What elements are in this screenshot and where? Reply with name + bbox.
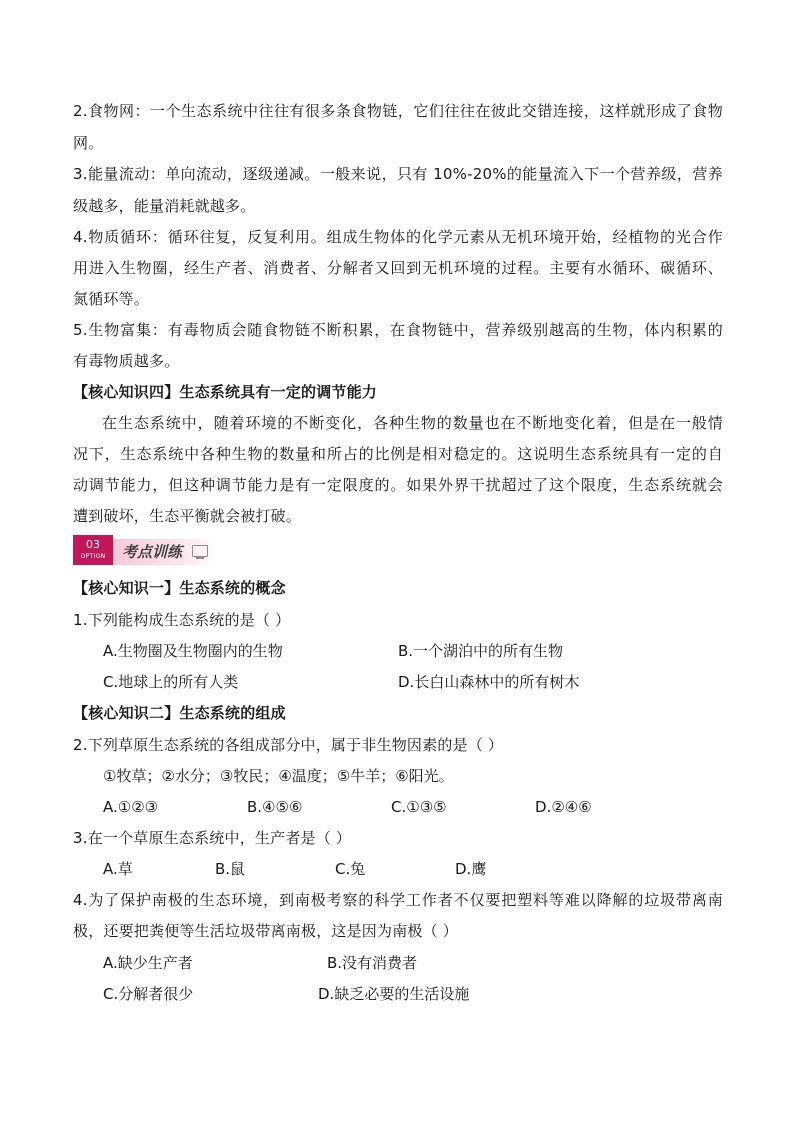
heading-core-knowledge-2: 【核心知识二】生态系统的组成 xyxy=(73,704,286,722)
question-3-option-a[interactable]: A.草 xyxy=(103,860,133,878)
question-3: 3.在一个草原生态系统中，生产者是（ ） xyxy=(73,829,352,847)
question-4-option-c[interactable]: C.分解者很少 xyxy=(103,985,194,1003)
question-4-line1: 4.为了保护南极的生态环境，到南极考察的科学工作者不仅要把塑料等难以降解的垃圾带离南 xyxy=(73,891,723,909)
question-1-option-c[interactable]: C.地球上的所有人类 xyxy=(103,673,239,691)
question-2-option-a[interactable]: A.①②③ xyxy=(103,798,159,816)
question-2-option-d[interactable]: D.②④⑥ xyxy=(535,798,592,816)
paragraph-food-web-line1: 2.食物网：一个生态系统中往往有很多条食物链，它们往往在彼此交错连接，这样就形成了食物 xyxy=(73,102,723,120)
question-3-option-d[interactable]: D.鹰 xyxy=(455,860,487,878)
question-1: 1.下列能构成生态系统的是（ ） xyxy=(73,611,291,629)
heading-core-knowledge-1: 【核心知识一】生态系统的概念 xyxy=(73,579,286,597)
question-2-option-c[interactable]: C.①③⑤ xyxy=(391,798,447,816)
question-4-option-b[interactable]: B.没有消费者 xyxy=(327,954,418,972)
question-3-option-c[interactable]: C.兔 xyxy=(335,860,366,878)
section-banner-exam-practice xyxy=(73,535,223,569)
paragraph-regulation-line2: 况下，生态系统中各种生物的数量和所占的比例是相对稳定的。这说明生态系统具有一定的自 xyxy=(73,445,723,463)
question-1-option-d[interactable]: D.长白山森林中的所有树木 xyxy=(398,673,580,691)
question-3-option-b[interactable]: B.鼠 xyxy=(215,860,246,878)
question-4-option-d[interactable]: D.缺乏必要的生活设施 xyxy=(318,985,470,1003)
question-4-line2: 极，还要把粪便等生活垃圾带离南极，这是因为南极（ ） xyxy=(73,922,458,940)
question-2: 2.下列草原生态系统的各组成部分中，属于非生物因素的是（ ） xyxy=(73,736,504,754)
paragraph-material-cycle-line3: 氮循环等。 xyxy=(73,290,150,308)
monitor-icon xyxy=(192,545,208,557)
banner-sub: OPTION xyxy=(80,553,106,560)
question-1-option-b[interactable]: B.一个湖泊中的所有生物 xyxy=(398,642,564,660)
paragraph-bioaccumulation-line2: 有毒物质越多。 xyxy=(73,352,180,370)
banner-number: 03 xyxy=(86,538,100,551)
paragraph-material-cycle-line1: 4.物质循环：循环往复，反复利用。组成生物体的化学元素从无机环境开始，经植物的光合作 xyxy=(73,228,723,246)
question-4-option-a[interactable]: A.缺少生产者 xyxy=(103,954,193,972)
paragraph-material-cycle-line2: 用进入生物圈，经生产者、消费者、分解者又回到无机环境的过程。主要有水循环、碳循环、 xyxy=(73,259,723,277)
question-1-option-a[interactable]: A.生物圈及生物圈内的生物 xyxy=(103,642,283,660)
paragraph-regulation-line3: 动调节能力，但这种调节能力是有一定限度的。如果外界干扰超过了这个限度，生态系统就会 xyxy=(73,476,723,494)
banner-number-badge xyxy=(73,535,113,565)
paragraph-bioaccumulation-line1: 5.生物富集：有毒物质会随食物链不断积累，在食物链中，营养级别越高的生物，体内积累的 xyxy=(73,321,723,339)
question-2-items: ①牧草；②水分；③牧民；④温度；⑤牛羊；⑥阳光。 xyxy=(103,767,454,785)
paragraph-regulation-line1: 在生态系统中，随着环境的不断变化，各种生物的数量也在不断地变化着，但是在一般情 xyxy=(102,414,723,432)
banner-title: 考点训练 xyxy=(122,543,183,561)
paragraph-regulation-line4: 遭到破坏，生态平衡就会被打破。 xyxy=(73,507,302,525)
heading-core-knowledge-4: 【核心知识四】生态系统具有一定的调节能力 xyxy=(73,383,378,401)
question-2-option-b[interactable]: B.④⑤⑥ xyxy=(247,798,303,816)
paragraph-energy-flow-line2: 级越多，能量消耗就越多。 xyxy=(73,197,256,215)
paragraph-energy-flow-line1: 3.能量流动：单向流动，逐级递减。一般来说，只有 10%-20%的能量流入下一个营养级，营养 xyxy=(73,165,723,183)
paragraph-food-web-line2: 网。 xyxy=(73,134,104,152)
